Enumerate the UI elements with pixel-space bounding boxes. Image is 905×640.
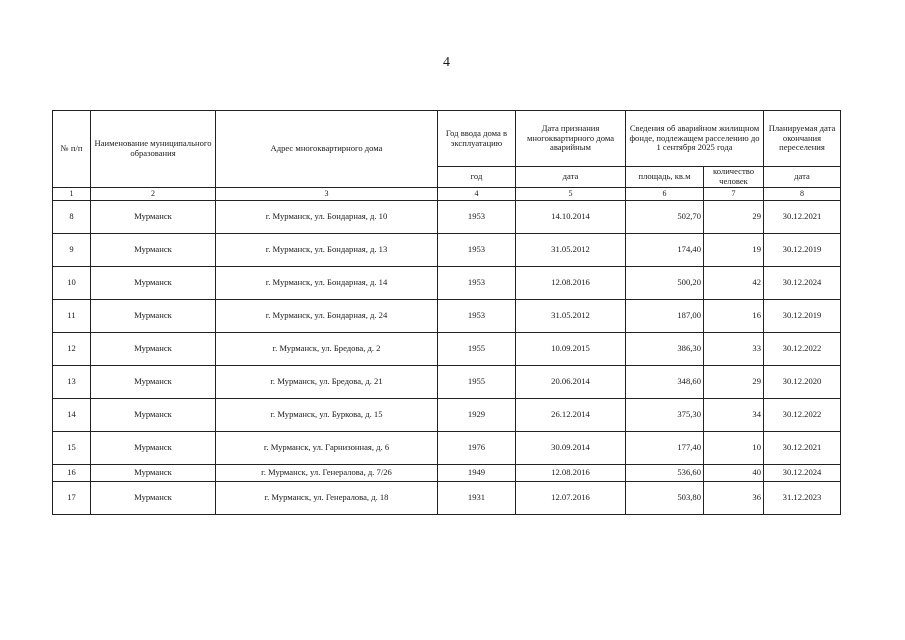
people-count-cell: 33 (704, 333, 764, 366)
municipality-cell: Мурманск (91, 482, 216, 515)
planned-end-date-cell: 30.12.2019 (764, 234, 841, 267)
year-cell: 1953 (438, 267, 516, 300)
table-row (53, 300, 841, 333)
people-count-cell: 40 (704, 465, 764, 482)
municipality-cell: Мурманск (91, 399, 216, 432)
recognition-date-cell: 12.07.2016 (516, 482, 626, 515)
recognition-date-cell: 12.08.2016 (516, 267, 626, 300)
planned-end-date-cell: 30.12.2021 (764, 201, 841, 234)
municipality-cell: Мурманск (91, 333, 216, 366)
recognition-date-cell: 20.06.2014 (516, 366, 626, 399)
table-row (53, 399, 841, 432)
subheader-people: количество человек (704, 167, 764, 188)
header-no: № п/п (53, 111, 91, 188)
year-cell: 1953 (438, 300, 516, 333)
year-cell: 1953 (438, 201, 516, 234)
people-count-cell: 19 (704, 234, 764, 267)
recognition-date-cell: 30.09.2014 (516, 432, 626, 465)
address-cell: г. Мурманск, ул. Бондарная, д. 14 (216, 267, 438, 300)
people-count-cell: 34 (704, 399, 764, 432)
column-number: 2 (91, 188, 216, 201)
column-number: 3 (216, 188, 438, 201)
row-number: 10 (53, 267, 91, 300)
address-cell: г. Мурманск, ул. Гарнизонная, д. 6 (216, 432, 438, 465)
people-count-cell: 29 (704, 201, 764, 234)
header-municipality: Наименование муниципального образования (91, 111, 216, 188)
municipality-cell: Мурманск (91, 201, 216, 234)
municipality-cell: Мурманск (91, 366, 216, 399)
row-number: 15 (53, 432, 91, 465)
column-number-row (53, 188, 841, 201)
table-row (53, 432, 841, 465)
planned-end-date-cell: 31.12.2023 (764, 482, 841, 515)
recognition-date-cell: 12.08.2016 (516, 465, 626, 482)
year-cell: 1949 (438, 465, 516, 482)
table-row (53, 465, 841, 482)
people-count-cell: 16 (704, 300, 764, 333)
row-number: 17 (53, 482, 91, 515)
row-number: 13 (53, 366, 91, 399)
address-cell: г. Мурманск, ул. Буркова, д. 15 (216, 399, 438, 432)
header-address: Адрес многоквартирного дома (216, 111, 438, 188)
subheader-end-date: дата (764, 167, 841, 188)
table-body (53, 201, 841, 515)
people-count-cell: 36 (704, 482, 764, 515)
header-year-built: Год ввода дома в эксплуатацию (438, 111, 516, 167)
people-count-cell: 10 (704, 432, 764, 465)
planned-end-date-cell: 30.12.2024 (764, 267, 841, 300)
year-cell: 1929 (438, 399, 516, 432)
planned-end-date-cell: 30.12.2020 (764, 366, 841, 399)
column-number: 5 (516, 188, 626, 201)
people-count-cell: 29 (704, 366, 764, 399)
municipality-cell: Мурманск (91, 267, 216, 300)
municipality-cell: Мурманск (91, 465, 216, 482)
people-count-cell: 42 (704, 267, 764, 300)
year-cell: 1955 (438, 366, 516, 399)
address-cell: г. Мурманск, ул. Бондарная, д. 10 (216, 201, 438, 234)
column-number: 6 (626, 188, 704, 201)
area-cell: 187,00 (626, 300, 704, 333)
table-row (53, 482, 841, 515)
address-cell: г. Мурманск, ул. Генералова, д. 18 (216, 482, 438, 515)
municipality-cell: Мурманск (91, 300, 216, 333)
column-number: 8 (764, 188, 841, 201)
municipality-cell: Мурманск (91, 432, 216, 465)
area-cell: 174,40 (626, 234, 704, 267)
subheader-year: год (438, 167, 516, 188)
column-number: 7 (704, 188, 764, 201)
recognition-date-cell: 26.12.2014 (516, 399, 626, 432)
year-cell: 1931 (438, 482, 516, 515)
header-date-recognized: Дата признания многоквартирного дома аварийным (516, 111, 626, 167)
row-number: 9 (53, 234, 91, 267)
header-planned-end: Планируемая дата окончания переселения (764, 111, 841, 167)
subheader-area: площадь, кв.м (626, 167, 704, 188)
column-number: 4 (438, 188, 516, 201)
address-cell: г. Мурманск, ул. Бредова, д. 2 (216, 333, 438, 366)
area-cell: 348,60 (626, 366, 704, 399)
row-number: 11 (53, 300, 91, 333)
address-cell: г. Мурманск, ул. Бредова, д. 21 (216, 366, 438, 399)
address-cell: г. Мурманск, ул. Бондарная, д. 24 (216, 300, 438, 333)
planned-end-date-cell: 30.12.2022 (764, 333, 841, 366)
year-cell: 1955 (438, 333, 516, 366)
recognition-date-cell: 14.10.2014 (516, 201, 626, 234)
table-row (53, 366, 841, 399)
area-cell: 375,30 (626, 399, 704, 432)
municipality-cell: Мурманск (91, 234, 216, 267)
row-number: 16 (53, 465, 91, 482)
planned-end-date-cell: 30.12.2019 (764, 300, 841, 333)
area-cell: 503,80 (626, 482, 704, 515)
area-cell: 536,60 (626, 465, 704, 482)
area-cell: 500,20 (626, 267, 704, 300)
table-row (53, 201, 841, 234)
area-cell: 386,30 (626, 333, 704, 366)
header-emergency-info: Сведения об аварийном жилищном фонде, подлежащем расселению до 1 сентября 2025 года (626, 111, 764, 167)
area-cell: 177,40 (626, 432, 704, 465)
year-cell: 1953 (438, 234, 516, 267)
row-number: 14 (53, 399, 91, 432)
planned-end-date-cell: 30.12.2024 (764, 465, 841, 482)
recognition-date-cell: 10.09.2015 (516, 333, 626, 366)
row-number: 8 (53, 201, 91, 234)
emergency-housing-table (52, 110, 841, 515)
area-cell: 502,70 (626, 201, 704, 234)
column-number: 1 (53, 188, 91, 201)
table-row (53, 234, 841, 267)
table-row (53, 267, 841, 300)
address-cell: г. Мурманск, ул. Генералова, д. 7/26 (216, 465, 438, 482)
recognition-date-cell: 31.05.2012 (516, 234, 626, 267)
planned-end-date-cell: 30.12.2022 (764, 399, 841, 432)
year-cell: 1976 (438, 432, 516, 465)
table-row (53, 333, 841, 366)
planned-end-date-cell: 30.12.2021 (764, 432, 841, 465)
subheader-date: дата (516, 167, 626, 188)
recognition-date-cell: 31.05.2012 (516, 300, 626, 333)
address-cell: г. Мурманск, ул. Бондарная, д. 13 (216, 234, 438, 267)
row-number: 12 (53, 333, 91, 366)
page-number: 4 (443, 55, 450, 70)
